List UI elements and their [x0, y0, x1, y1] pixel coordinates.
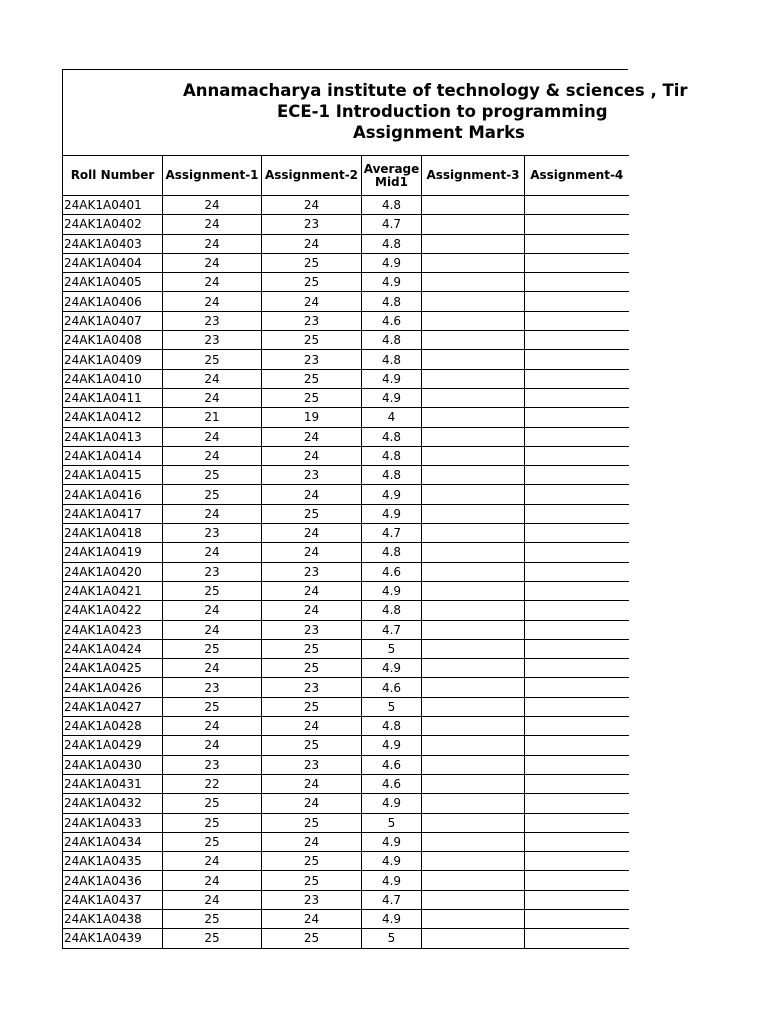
assignment-2-cell[interactable]: 25: [262, 253, 362, 272]
assignment-1-cell[interactable]: 23: [163, 524, 262, 543]
roll-number-cell[interactable]: 24AK1A0427: [63, 697, 163, 716]
course-title: ECE-1 Introduction to programming: [277, 102, 608, 121]
table-row: [63, 774, 629, 793]
average-mid1-cell[interactable]: 4.8: [362, 427, 422, 446]
average-mid1-cell[interactable]: 4.7: [362, 215, 422, 234]
assignment-2-cell[interactable]: 23: [262, 215, 362, 234]
header-roll-number[interactable]: Roll Number: [63, 156, 163, 196]
average-mid1-cell[interactable]: 4.8: [362, 350, 422, 369]
roll-number-cell[interactable]: 24AK1A0420: [63, 562, 163, 581]
roll-number-cell[interactable]: 24AK1A0402: [63, 215, 163, 234]
assignment-3-cell[interactable]: [422, 639, 525, 658]
header-average-mid1[interactable]: [362, 156, 422, 196]
roll-number-cell[interactable]: 24AK1A0413: [63, 427, 163, 446]
roll-number-cell[interactable]: 24AK1A0433: [63, 813, 163, 832]
assignment-2-cell[interactable]: 24: [262, 427, 362, 446]
table-row: [63, 524, 629, 543]
assignment-1-cell[interactable]: 25: [163, 639, 262, 658]
assignment-1-cell[interactable]: 23: [163, 562, 262, 581]
assignment-1-cell[interactable]: 24: [163, 659, 262, 678]
assignment-1-cell[interactable]: 24: [163, 601, 262, 620]
institution-title: Annamacharya institute of technology & sciences , Tir: [183, 81, 688, 100]
assignment-2-cell[interactable]: 24: [262, 581, 362, 600]
roll-number-cell[interactable]: 24AK1A0410: [63, 369, 163, 388]
assignment-3-cell[interactable]: [422, 794, 525, 813]
assignment-2-cell[interactable]: 24: [262, 543, 362, 562]
table-row: [63, 234, 629, 253]
table-row: [63, 736, 629, 755]
assignment-1-cell[interactable]: 24: [163, 388, 262, 407]
roll-number-cell[interactable]: 24AK1A0434: [63, 832, 163, 851]
average-mid1-cell[interactable]: 4.8: [362, 543, 422, 562]
table-row: [63, 427, 629, 446]
average-mid1-cell[interactable]: 4.8: [362, 196, 422, 215]
assignment-1-cell[interactable]: 24: [163, 852, 262, 871]
assignment-1-cell[interactable]: 25: [163, 909, 262, 928]
assignment-3-cell[interactable]: [422, 813, 525, 832]
assignment-3-cell[interactable]: [422, 832, 525, 851]
assignment-4-cell[interactable]: [525, 388, 629, 407]
roll-number-cell[interactable]: 24AK1A0425: [63, 659, 163, 678]
average-mid1-cell[interactable]: 4.6: [362, 755, 422, 774]
assignment-1-cell[interactable]: 24: [163, 736, 262, 755]
assignment-1-cell[interactable]: 24: [163, 427, 262, 446]
assignment-3-cell[interactable]: [422, 543, 525, 562]
average-mid1-cell[interactable]: 4.9: [362, 794, 422, 813]
assignment-3-cell[interactable]: [422, 446, 525, 465]
table-row: [63, 909, 629, 928]
assignment-1-cell[interactable]: 25: [163, 350, 262, 369]
table-row: [63, 196, 629, 215]
assignment-1-cell[interactable]: 24: [163, 504, 262, 523]
average-mid1-cell[interactable]: 4.8: [362, 466, 422, 485]
assignment-2-cell[interactable]: 23: [262, 678, 362, 697]
table-row: [63, 292, 629, 311]
assignment-2-cell[interactable]: 24: [262, 446, 362, 465]
assignment-3-cell[interactable]: [422, 273, 525, 292]
header-assignment-2[interactable]: Assignment-2: [262, 156, 362, 196]
roll-number-cell[interactable]: 24AK1A0437: [63, 890, 163, 909]
assignment-4-cell[interactable]: [525, 755, 629, 774]
assignment-2-cell[interactable]: 23: [262, 755, 362, 774]
average-mid1-cell[interactable]: 4.8: [362, 292, 422, 311]
average-mid1-cell[interactable]: 4.9: [362, 852, 422, 871]
assignment-4-cell[interactable]: [525, 697, 629, 716]
table-row: [63, 485, 629, 504]
roll-number-cell[interactable]: 24AK1A0409: [63, 350, 163, 369]
assignment-2-cell[interactable]: 25: [262, 504, 362, 523]
assignment-4-cell[interactable]: [525, 311, 629, 330]
table-row: [63, 581, 629, 600]
table-row: [63, 331, 629, 350]
roll-number-cell[interactable]: 24AK1A0419: [63, 543, 163, 562]
average-mid1-cell[interactable]: 4.9: [362, 504, 422, 523]
assignment-4-cell[interactable]: [525, 929, 629, 948]
assignment-2-cell[interactable]: 23: [262, 562, 362, 581]
assignment-4-cell[interactable]: [525, 620, 629, 639]
assignment-4-cell[interactable]: [525, 813, 629, 832]
assignment-1-cell[interactable]: 24: [163, 717, 262, 736]
table-row: [63, 388, 629, 407]
assignment-2-cell[interactable]: 25: [262, 388, 362, 407]
assignment-4-cell[interactable]: [525, 504, 629, 523]
average-mid1-cell[interactable]: 4.9: [362, 659, 422, 678]
assignment-4-cell[interactable]: [525, 446, 629, 465]
assignment-1-cell[interactable]: 22: [163, 774, 262, 793]
assignment-4-cell[interactable]: [525, 639, 629, 658]
average-mid1-cell[interactable]: 4.6: [362, 562, 422, 581]
assignment-3-cell[interactable]: [422, 408, 525, 427]
roll-number-cell[interactable]: 24AK1A0415: [63, 466, 163, 485]
assignment-4-cell[interactable]: [525, 562, 629, 581]
assignment-4-cell[interactable]: [525, 524, 629, 543]
assignment-3-cell[interactable]: [422, 581, 525, 600]
roll-number-cell[interactable]: 24AK1A0431: [63, 774, 163, 793]
assignment-3-cell[interactable]: [422, 466, 525, 485]
header-assignment-1[interactable]: Assignment-1: [163, 156, 262, 196]
assignment-4-cell[interactable]: [525, 331, 629, 350]
roll-number-cell[interactable]: 24AK1A0422: [63, 601, 163, 620]
average-mid1-cell[interactable]: 4.6: [362, 678, 422, 697]
average-mid1-cell[interactable]: 4.9: [362, 485, 422, 504]
average-mid1-cell[interactable]: 4.7: [362, 620, 422, 639]
roll-number-cell[interactable]: 24AK1A0408: [63, 331, 163, 350]
assignment-2-cell[interactable]: 25: [262, 273, 362, 292]
assignment-4-cell[interactable]: [525, 408, 629, 427]
assignment-3-cell[interactable]: [422, 871, 525, 890]
assignment-2-cell[interactable]: 25: [262, 659, 362, 678]
assignment-1-cell[interactable]: 24: [163, 273, 262, 292]
assignment-1-cell[interactable]: 24: [163, 369, 262, 388]
assignment-4-cell[interactable]: [525, 369, 629, 388]
average-mid1-cell[interactable]: 4.9: [362, 871, 422, 890]
roll-number-cell[interactable]: 24AK1A0403: [63, 234, 163, 253]
assignment-1-cell[interactable]: 24: [163, 292, 262, 311]
table-row: [63, 408, 629, 427]
assignment-2-cell[interactable]: 25: [262, 813, 362, 832]
assignment-3-cell[interactable]: [422, 427, 525, 446]
average-mid1-cell[interactable]: 4.8: [362, 601, 422, 620]
assignment-2-cell[interactable]: 23: [262, 890, 362, 909]
table-row: [63, 311, 629, 330]
assignment-3-cell[interactable]: [422, 678, 525, 697]
assignment-2-cell[interactable]: 19: [262, 408, 362, 427]
roll-number-cell[interactable]: 24AK1A0435: [63, 852, 163, 871]
roll-number-cell[interactable]: 24AK1A0421: [63, 581, 163, 600]
assignment-4-cell[interactable]: [525, 215, 629, 234]
assignment-3-cell[interactable]: [422, 774, 525, 793]
assignment-4-cell[interactable]: [525, 350, 629, 369]
roll-number-cell[interactable]: 24AK1A0401: [63, 196, 163, 215]
table-row: [63, 446, 629, 465]
assignment-3-cell[interactable]: [422, 388, 525, 407]
table-row: [63, 929, 629, 948]
assignment-4-cell[interactable]: [525, 253, 629, 272]
assignment-3-cell[interactable]: [422, 909, 525, 928]
assignment-3-cell[interactable]: [422, 350, 525, 369]
assignment-2-cell[interactable]: 24: [262, 524, 362, 543]
assignment-2-cell[interactable]: 24: [262, 292, 362, 311]
assignment-4-cell[interactable]: [525, 234, 629, 253]
assignment-1-cell[interactable]: 24: [163, 196, 262, 215]
assignment-4-cell[interactable]: [525, 543, 629, 562]
assignment-4-cell[interactable]: [525, 466, 629, 485]
assignment-4-cell[interactable]: [525, 292, 629, 311]
assignment-1-cell[interactable]: 24: [163, 215, 262, 234]
assignment-1-cell[interactable]: 23: [163, 678, 262, 697]
roll-number-cell[interactable]: 24AK1A0429: [63, 736, 163, 755]
table-row: [63, 697, 629, 716]
average-mid1-cell[interactable]: 4.8: [362, 446, 422, 465]
assignment-3-cell[interactable]: [422, 601, 525, 620]
roll-number-cell[interactable]: 24AK1A0405: [63, 273, 163, 292]
table-row: [63, 350, 629, 369]
assignment-4-cell[interactable]: [525, 485, 629, 504]
assignment-4-cell[interactable]: [525, 871, 629, 890]
roll-number-cell[interactable]: 24AK1A0411: [63, 388, 163, 407]
table-row: [63, 369, 629, 388]
table-row: [63, 215, 629, 234]
assignment-4-cell[interactable]: [525, 678, 629, 697]
average-mid1-cell[interactable]: 4.6: [362, 774, 422, 793]
header-assignment-3[interactable]: Assignment-3: [422, 156, 525, 196]
assignment-4-cell[interactable]: [525, 794, 629, 813]
assignment-3-cell[interactable]: [422, 562, 525, 581]
table-row: [63, 504, 629, 523]
assignment-3-cell[interactable]: [422, 331, 525, 350]
table-row: [63, 253, 629, 272]
assignment-3-cell[interactable]: [422, 524, 525, 543]
assignment-4-cell[interactable]: [525, 659, 629, 678]
table-row: [63, 890, 629, 909]
assignment-1-cell[interactable]: 24: [163, 871, 262, 890]
roll-number-cell[interactable]: 24AK1A0439: [63, 929, 163, 948]
roll-number-cell[interactable]: 24AK1A0417: [63, 504, 163, 523]
assignment-2-cell[interactable]: 25: [262, 736, 362, 755]
assignment-1-cell[interactable]: 25: [163, 485, 262, 504]
header-assignment-4[interactable]: Assignment-4: [525, 156, 629, 196]
average-mid1-cell[interactable]: 4.9: [362, 388, 422, 407]
assignment-4-cell[interactable]: [525, 890, 629, 909]
roll-number-cell[interactable]: 24AK1A0432: [63, 794, 163, 813]
table-row: [63, 832, 629, 851]
average-mid1-cell[interactable]: 4.8: [362, 717, 422, 736]
table-row: [63, 794, 629, 813]
assignment-1-cell[interactable]: 24: [163, 253, 262, 272]
roll-number-cell[interactable]: 24AK1A0438: [63, 909, 163, 928]
assignment-2-cell[interactable]: 23: [262, 350, 362, 369]
table-row: [63, 639, 629, 658]
assignment-3-cell[interactable]: [422, 234, 525, 253]
assignment-3-cell[interactable]: [422, 215, 525, 234]
table-row: [63, 852, 629, 871]
roll-number-cell[interactable]: 24AK1A0416: [63, 485, 163, 504]
assignment-2-cell[interactable]: 25: [262, 852, 362, 871]
roll-number-cell[interactable]: 24AK1A0436: [63, 871, 163, 890]
assignment-3-cell[interactable]: [422, 485, 525, 504]
table-row: [63, 813, 629, 832]
assignment-3-cell[interactable]: [422, 755, 525, 774]
assignment-4-cell[interactable]: [525, 909, 629, 928]
assignment-4-cell[interactable]: [525, 273, 629, 292]
assignment-2-cell[interactable]: 23: [262, 311, 362, 330]
average-mid1-cell[interactable]: 4.6: [362, 311, 422, 330]
assignment-1-cell[interactable]: 25: [163, 929, 262, 948]
assignment-3-cell[interactable]: [422, 292, 525, 311]
assignment-2-cell[interactable]: 25: [262, 331, 362, 350]
assignment-4-cell[interactable]: [525, 736, 629, 755]
assignment-3-cell[interactable]: [422, 620, 525, 639]
average-mid1-cell[interactable]: 4.8: [362, 331, 422, 350]
average-mid1-cell[interactable]: 4.9: [362, 581, 422, 600]
assignment-1-cell[interactable]: 23: [163, 331, 262, 350]
roll-number-cell[interactable]: 24AK1A0430: [63, 755, 163, 774]
table-row: [63, 717, 629, 736]
assignment-1-cell[interactable]: 25: [163, 697, 262, 716]
assignment-3-cell[interactable]: [422, 196, 525, 215]
average-mid1-cell[interactable]: 5: [362, 697, 422, 716]
assignment-2-cell[interactable]: 24: [262, 234, 362, 253]
average-mid1-cell[interactable]: 4.9: [362, 273, 422, 292]
assignment-4-cell[interactable]: [525, 774, 629, 793]
assignment-2-cell[interactable]: 24: [262, 485, 362, 504]
table-row: [63, 466, 629, 485]
assignment-4-cell[interactable]: [525, 852, 629, 871]
assignment-2-cell[interactable]: 24: [262, 717, 362, 736]
assignment-2-cell[interactable]: 24: [262, 794, 362, 813]
spreadsheet: [62, 69, 688, 949]
assignment-2-cell[interactable]: 23: [262, 620, 362, 639]
assignment-2-cell[interactable]: 25: [262, 929, 362, 948]
average-mid1-cell[interactable]: 4: [362, 408, 422, 427]
assignment-2-cell[interactable]: 24: [262, 601, 362, 620]
roll-number-cell[interactable]: 24AK1A0424: [63, 639, 163, 658]
roll-number-cell[interactable]: 24AK1A0414: [63, 446, 163, 465]
assignment-3-cell[interactable]: [422, 253, 525, 272]
header-row: [63, 156, 629, 196]
table-row: [63, 543, 629, 562]
table-row: [63, 620, 629, 639]
roll-number-cell[interactable]: 24AK1A0423: [63, 620, 163, 639]
table-row: [63, 273, 629, 292]
header-average-line2: Mid1: [375, 174, 408, 189]
assignment-3-cell[interactable]: [422, 852, 525, 871]
title-block: [62, 69, 688, 155]
assignment-4-cell[interactable]: [525, 601, 629, 620]
average-mid1-cell[interactable]: 4.9: [362, 253, 422, 272]
roll-number-cell[interactable]: 24AK1A0406: [63, 292, 163, 311]
sheet-title: Assignment Marks: [353, 123, 525, 142]
average-mid1-cell[interactable]: 4.7: [362, 524, 422, 543]
assignment-1-cell[interactable]: 25: [163, 832, 262, 851]
assignment-1-cell[interactable]: 24: [163, 234, 262, 253]
assignment-3-cell[interactable]: [422, 717, 525, 736]
assignment-3-cell[interactable]: [422, 697, 525, 716]
roll-number-cell[interactable]: 24AK1A0407: [63, 311, 163, 330]
average-mid1-cell[interactable]: 4.7: [362, 890, 422, 909]
assignment-1-cell[interactable]: 25: [163, 794, 262, 813]
assignment-3-cell[interactable]: [422, 890, 525, 909]
average-mid1-cell[interactable]: 4.9: [362, 909, 422, 928]
assignment-3-cell[interactable]: [422, 369, 525, 388]
assignment-1-cell[interactable]: 24: [163, 890, 262, 909]
average-mid1-cell[interactable]: 4.9: [362, 736, 422, 755]
header-average-line1: Average: [363, 161, 420, 176]
roll-number-cell[interactable]: 24AK1A0418: [63, 524, 163, 543]
assignment-1-cell[interactable]: 23: [163, 311, 262, 330]
assignment-3-cell[interactable]: [422, 929, 525, 948]
average-mid1-cell[interactable]: 5: [362, 639, 422, 658]
average-mid1-cell[interactable]: 5: [362, 813, 422, 832]
assignment-4-cell[interactable]: [525, 581, 629, 600]
assignment-4-cell[interactable]: [525, 832, 629, 851]
roll-number-cell[interactable]: 24AK1A0412: [63, 408, 163, 427]
assignment-4-cell[interactable]: [525, 196, 629, 215]
assignment-1-cell[interactable]: 25: [163, 581, 262, 600]
assignment-4-cell[interactable]: [525, 427, 629, 446]
assignment-2-cell[interactable]: 24: [262, 832, 362, 851]
assignment-4-cell[interactable]: [525, 717, 629, 736]
table-row: [63, 601, 629, 620]
table-row: [63, 562, 629, 581]
assignment-2-cell[interactable]: 24: [262, 909, 362, 928]
assignment-3-cell[interactable]: [422, 736, 525, 755]
assignment-2-cell[interactable]: 23: [262, 466, 362, 485]
table-row: [63, 755, 629, 774]
assignment-1-cell[interactable]: 21: [163, 408, 262, 427]
roll-number-cell[interactable]: 24AK1A0404: [63, 253, 163, 272]
assignment-2-cell[interactable]: 25: [262, 369, 362, 388]
assignment-1-cell[interactable]: 24: [163, 446, 262, 465]
assignment-1-cell[interactable]: 23: [163, 755, 262, 774]
assignment-2-cell[interactable]: 25: [262, 871, 362, 890]
assignment-2-cell[interactable]: 24: [262, 196, 362, 215]
table-row: [63, 871, 629, 890]
assignment-2-cell[interactable]: 24: [262, 774, 362, 793]
assignment-1-cell[interactable]: 24: [163, 620, 262, 639]
assignment-3-cell[interactable]: [422, 659, 525, 678]
assignment-3-cell[interactable]: [422, 504, 525, 523]
average-mid1-cell[interactable]: 4.9: [362, 369, 422, 388]
table-row: [63, 659, 629, 678]
assignment-3-cell[interactable]: [422, 311, 525, 330]
assignment-1-cell[interactable]: 25: [163, 813, 262, 832]
table-row: [63, 678, 629, 697]
average-mid1-cell[interactable]: 5: [362, 929, 422, 948]
assignment-1-cell[interactable]: 24: [163, 543, 262, 562]
roll-number-cell[interactable]: 24AK1A0428: [63, 717, 163, 736]
average-mid1-cell[interactable]: 4.8: [362, 234, 422, 253]
marks-table: [62, 155, 629, 949]
table-body: [63, 196, 629, 949]
assignment-2-cell[interactable]: 25: [262, 697, 362, 716]
assignment-2-cell[interactable]: 25: [262, 639, 362, 658]
assignment-1-cell[interactable]: 25: [163, 466, 262, 485]
roll-number-cell[interactable]: 24AK1A0426: [63, 678, 163, 697]
average-mid1-cell[interactable]: 4.9: [362, 832, 422, 851]
